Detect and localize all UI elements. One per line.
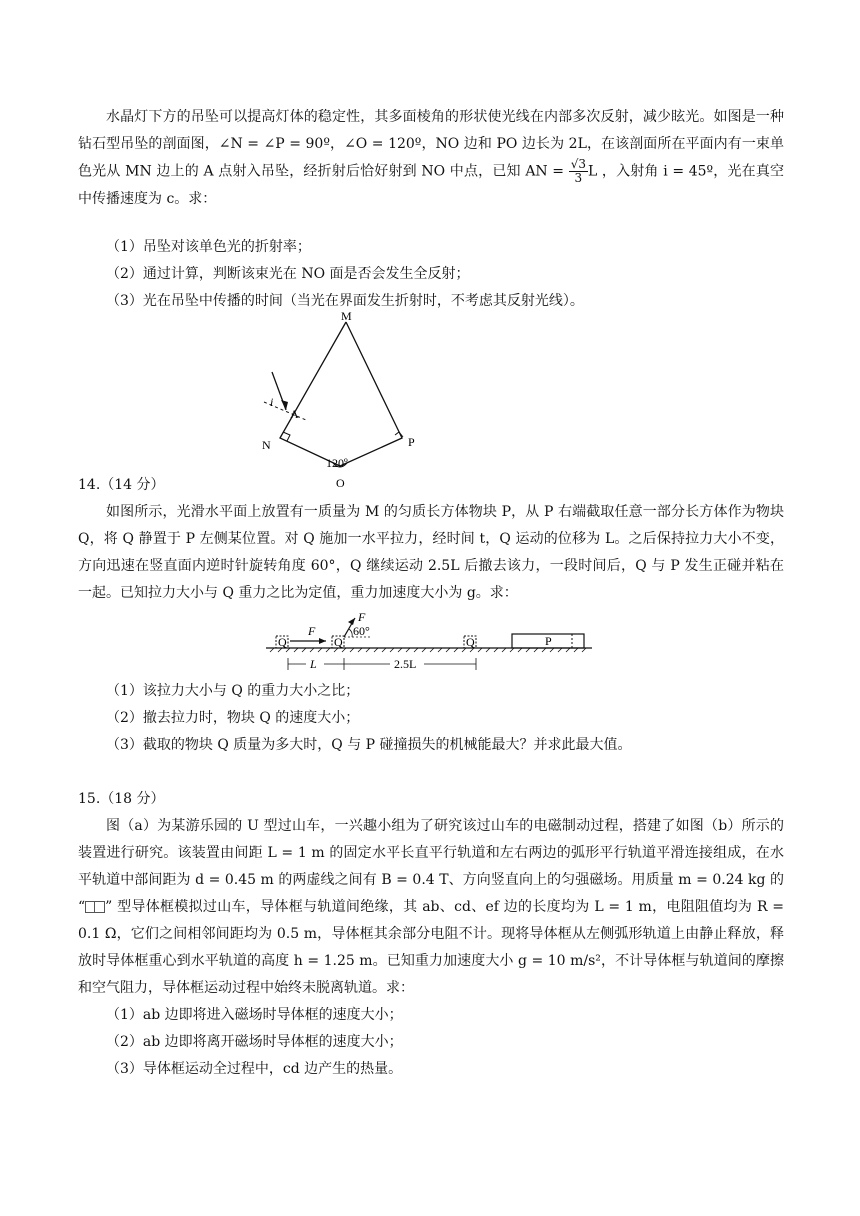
label-120: 120º [326, 456, 348, 470]
q13-paragraph [78, 104, 784, 213]
q14-block-diagram [262, 608, 596, 672]
q14-paragraph: 如图所示，光滑水平面上放置有一质量为 M 的匀质长方体物块 P，从 P 右端截取任意一部分长方体作为物块 Q，将 Q 静置于 P 左侧某位置。对 Q 施加一水平拉力，经时间 t，Q 运动的位移为 L。之后保持拉力大小不变，方向迅速在竖直面内逆时针旋转角度 60°，Q 继续运动 2.5L 后撤去该力，一段时间后，Q 与 P 发生正碰并粘在一起。已知拉力大小与 Q 重力之比为定值，重力加速度大小为 g。求： [78, 504, 784, 601]
label-dim-l: L [310, 657, 317, 671]
q15-paragraph [78, 813, 784, 1002]
label-f-1: F [308, 624, 316, 638]
q13-pendant-diagram [250, 308, 430, 490]
q13-text-b: L ，入射角 i = 45º，光在真空中传播速度为 c。求： [78, 163, 785, 207]
label-dim-25l: 2.5L [394, 657, 417, 671]
q14-item-1: （1）该拉力大小与 Q 的重力大小之比； [106, 683, 360, 699]
q13-item-3: （3）光在吊坠中传播的时间（当光在界面发生折射时，不考虑其反射光线）。 [106, 293, 584, 309]
angle-arc-60 [349, 629, 352, 637]
pendant-outline [280, 322, 402, 466]
q15-header: 15.（18 分） [78, 791, 165, 807]
q13-item-1: （1）吊坠对该单色光的折射率； [106, 239, 311, 255]
q15-item-1: （1）ab 边即将进入磁场时导体框的速度大小； [106, 1007, 403, 1023]
q15-item-2: （2）ab 边即将离开磁场时导体框的速度大小； [106, 1034, 403, 1050]
fraction-denominator: 3 [574, 171, 583, 185]
label-m: M [341, 309, 352, 323]
label-a: A [290, 407, 299, 421]
label-60: 60° [353, 624, 370, 638]
q13-text-a: 水晶灯下方的吊坠可以提高灯体的稳定性，其多面棱角的形状使光线在内部多次反射，减少眩光。如图是一种钻石型吊坠的剖面图，∠N = ∠P = 90º，∠O = 120º，NO 边和 PO 边长为 2L，在该剖面所在平面内有一束单色光从 MN 边上的 A 点射入吊坠，经折射后恰好射到 NO 中点，已知 AN = [78, 109, 784, 180]
ray-arrow [281, 400, 288, 410]
label-o: O [336, 476, 345, 490]
label-i: i [270, 395, 274, 409]
label-q-3: Q [466, 635, 475, 649]
q13-item-2: （2）通过计算，判断该束光在 NO 面是否会发生全反射； [106, 266, 470, 282]
frame-shape-icon [85, 901, 105, 913]
q15-item-3: （3）导体框运动全过程中，cd 边产生的热量。 [106, 1061, 403, 1077]
fraction [569, 158, 588, 185]
right-angle-p [395, 432, 403, 437]
label-f-2: F [358, 610, 366, 624]
q14-item-3: （3）截取的物块 Q 质量为多大时，Q 与 P 碰撞损失的机械能最大？并求此最大值。 [106, 737, 632, 753]
fraction-numerator: √3 [570, 157, 586, 171]
label-p-block: P [545, 634, 552, 648]
label-n: N [262, 438, 271, 452]
q14-header: 14.（14 分） [78, 477, 165, 493]
q15-text-b: ” 型导体框模拟过山车，导体框与轨道间绝缘，其 ab、cd、ef 边的长度均为 L = 1 m，电阻阻值均为 R = 0.1 Ω，它们之间相邻间距均为 0.5 m，导体框其余部分电阻不计。现将导体框从左侧弧形轨道上由静止释放，释放时导体框重心到水平轨道的高度 h = 1.25 m。已知重力加速度大小 g = 10 m/s²，不计导体框与轨道间的摩擦和空气阻力，导体框运动过程中始终未脱离轨道。求： [78, 899, 784, 996]
label-q-2: Q [334, 635, 343, 649]
q14-item-2: （2）撤去拉力时，物块 Q 的速度大小； [106, 710, 360, 726]
label-q-1: Q [278, 635, 287, 649]
force-arrow-horizontal [319, 638, 326, 644]
q15-text-a: 图（a）为某游乐园的 U 型过山车，一兴趣小组为了研究该过山车的电磁制动过程，搭建了如图（b）所示的装置进行研究。该装置由间距 L = 1 m 的固定水平长直平行轨道和左右两边的弧形平行轨道平滑连接组成，在水平轨道中部间距为 d = 0.45 m 的两虚线之间有 B = 0.4 T、方向竖直向上的匀强磁场。用质量 m = 0.24 kg 的 “ [78, 818, 784, 915]
label-p: P [408, 435, 415, 449]
